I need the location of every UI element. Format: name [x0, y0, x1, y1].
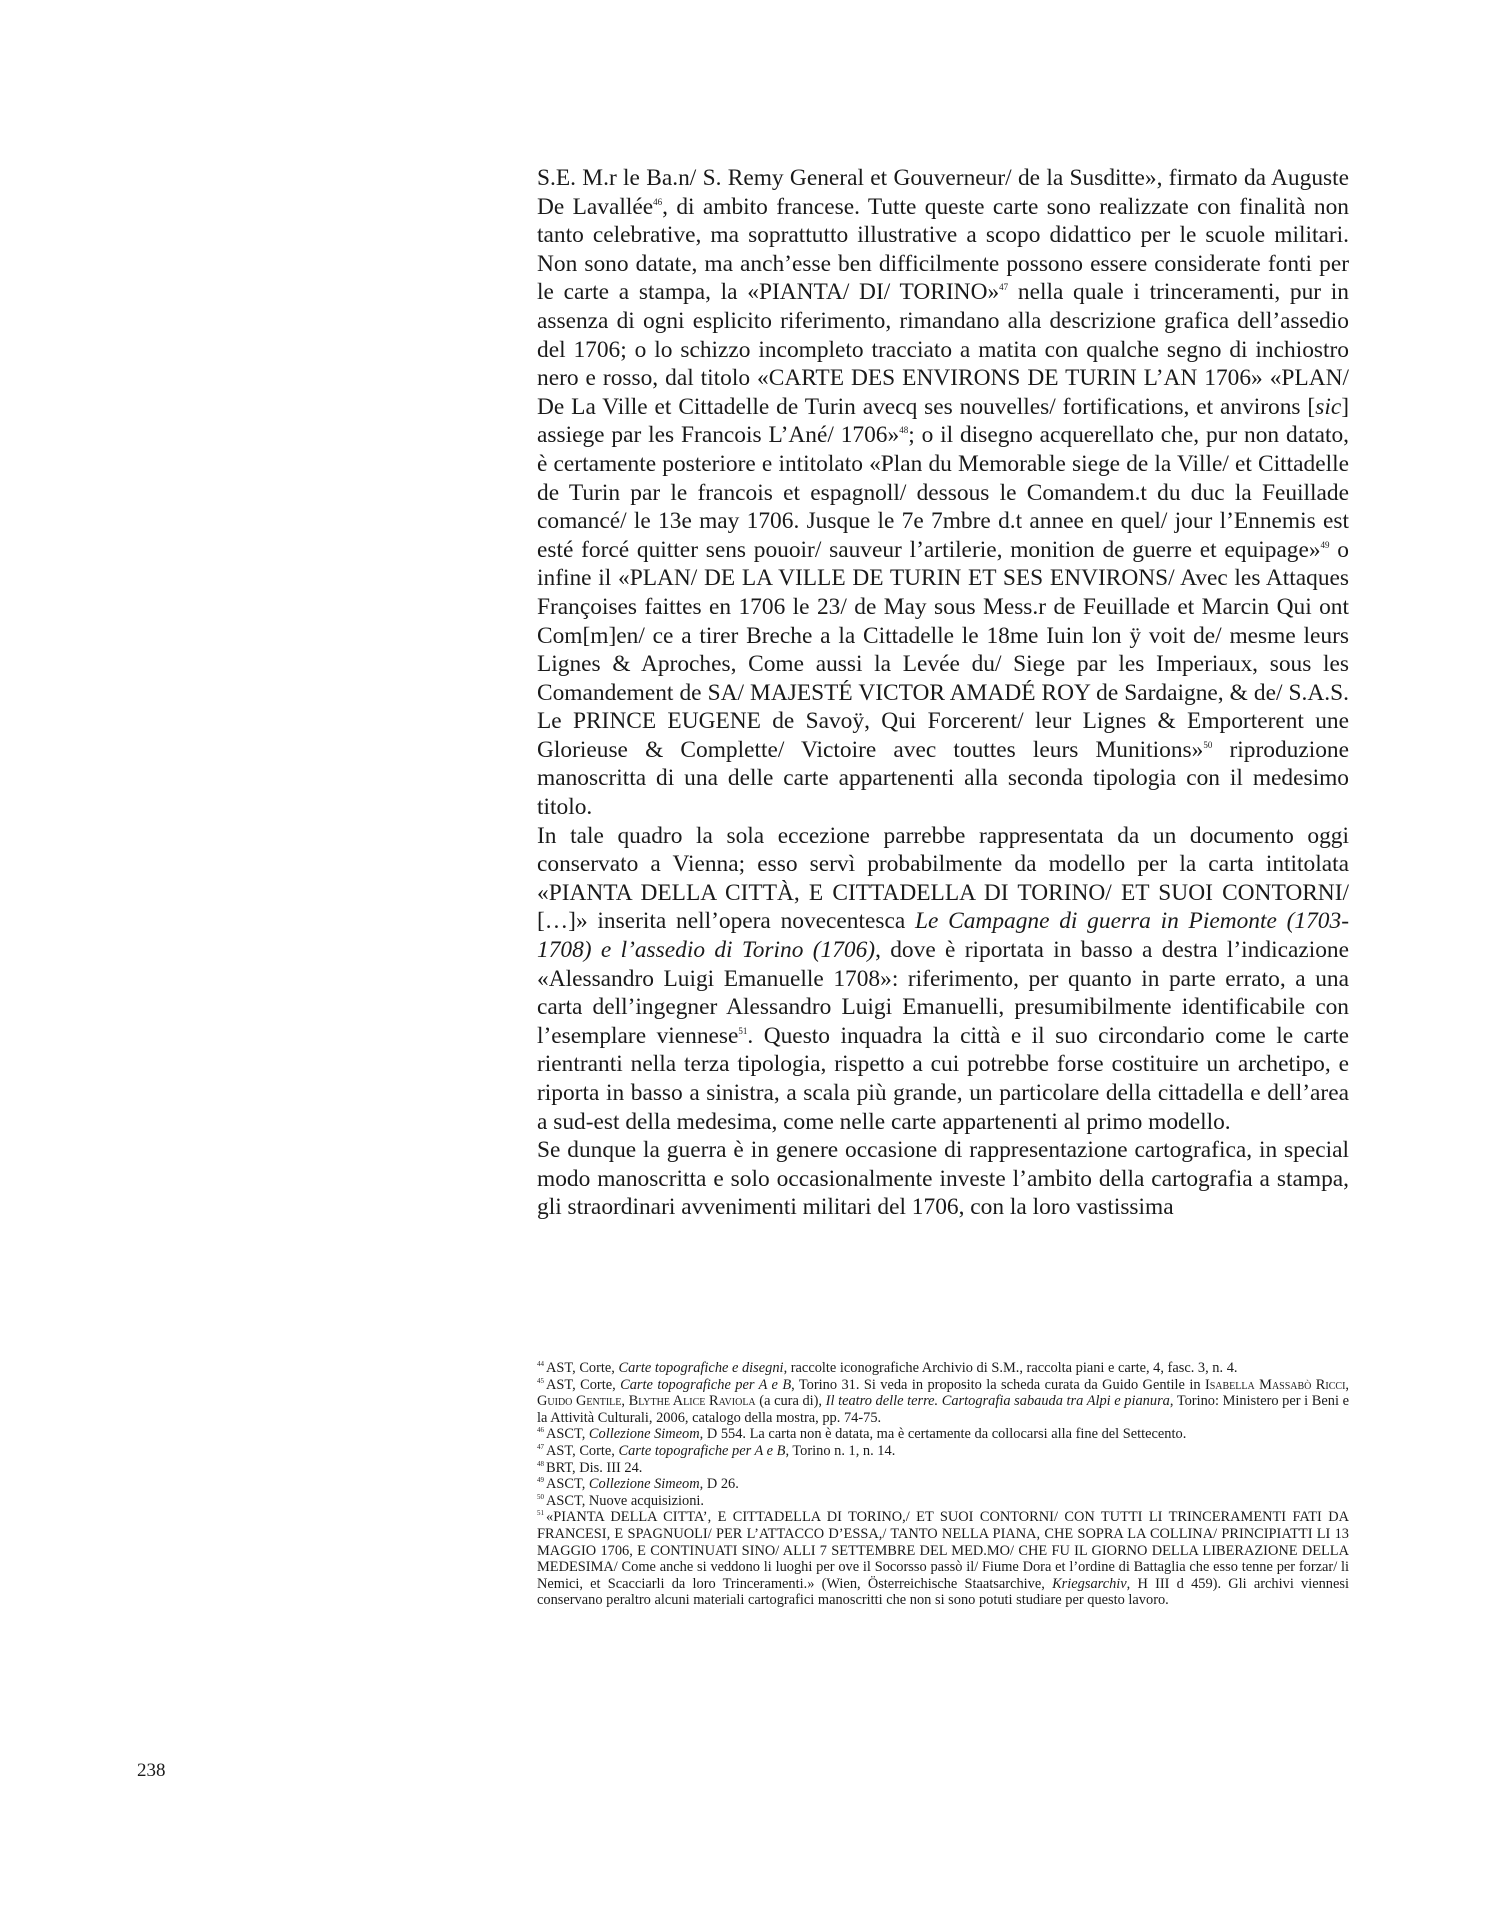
footnote-ref-51[interactable]: 51 [738, 1025, 748, 1036]
italic-book-title: Le Campagne di guerra in Piemonte (1703-1708) e l’assedio di Torino (1706) [537, 908, 1349, 964]
text-run: o infine il «PLAN/ DE LA VILLE DE TURIN ET SES ENVIRONS/ Avec les Attaques Françoises faittes en 1706 le 23/ de May sous Mess.r de Feuillade et Marcin Qui ont Com[m]en/ ce a tirer Breche a la Cittadelle le 18me Iuin lon ÿ voit de/ mesme leurs Lignes & Aproches, Come aussi la Levée du/ Siege par les Imperiaux, sous les Comandement de SA/ MAJESTÉ VICTOR AMADÉ ROY de Sardaigne, & de/ S.A.S. Le PRINCE EUGENE de Savoÿ, Qui Forcerent/ leur Lignes & Emporterent une Glorieuse & Complette/ Victoire avec touttes leurs Munitions» [537, 536, 1350, 763]
text-run: ASCT, [546, 1426, 589, 1443]
text-run: (a cura di), [755, 1393, 826, 1410]
small-caps-authors: Isabella Massabò Ricci, Guido Gentile, Blythe Alice Raviola [537, 1376, 1350, 1410]
text-run: , H III d 459). Gli archivi viennesi conservano peraltro alcuni materiali cartografici manoscritti che non si sono potuti studiare per questo lavoro. [537, 1575, 1349, 1609]
footnotes [537, 1360, 1349, 1609]
italic-sic: sic [1315, 393, 1342, 420]
footnote-number: 50 [537, 1492, 544, 1501]
italic-text: Carte topografiche per A e B [618, 1442, 786, 1459]
text-run: «PIANTA DELLA CITTA’, E CITTADELLA DI TORINO,/ ET SUOI CONTORNI/ CON TUTTI LI TRINCERAMENTI FATI DA FRANCESI, E SPAGNUOLI/ PER L’ATTACCO D’ESSA,/ TANTO NELLA PIANA, CHE SOPRA LA COLLINA/ PRINCIPIATTI LI 13 MAGGIO 1706, E CONTINUATI SINO/ ALLI 7 SETTEMBRE DEL MED.MO/ CHE FU IL GIORNO DELLA LIBERAZIONE DELLA MEDESIMA/ Come anche si veddono li luoghi per ove il Socorsso passò il/ Fiume Dora et l’ordine di Battaglia che esso tenne per forzar/ li Nemici, et Scacciarli da loro Trinceramenti.» (Wien, Österreichische Staatsarchive, [537, 1509, 1349, 1592]
main-text [537, 164, 1349, 1222]
footnote-50 [537, 1493, 1349, 1510]
footnote-number: 51 [537, 1509, 544, 1518]
text-run: , D 26. [699, 1476, 739, 1493]
text-run: , D 554. La carta non è datata, ma è certamente da collocarsi alla fine del Settecento. [699, 1426, 1187, 1443]
footnote-44 [537, 1360, 1349, 1377]
text-run: . Questo inquadra la città e il suo circondario come le carte rientranti nella terza tipologia, rispetto a cui potrebbe forse costituire un archetipo, e riporta in basso a sinistra, a scala più grande, un particolare della cittadella e dell’area a sud-est della medesima, come nelle carte appartenenti al primo modello. [537, 1022, 1349, 1135]
text-run: ; o il disegno acquerellato che, pur non datato, è certamente posteriore e intitolato «Plan du Memorable siege de la Ville/ et Cittadelle de Turin par le francois et espagnoll/ dessous le Comandem.t du duc la Feuillade comancé/ le 13e may 1706. Jusque le 7e 7mbre d.t annee en quel/ jour l’Ennemis est esté forcé quitter sens pouoir/ sauveur l’artilerie, monition de guerre et equipage» [537, 422, 1350, 563]
footnote-number: 49 [537, 1476, 544, 1485]
footnote-ref-50[interactable]: 50 [1203, 739, 1213, 750]
text-run: AST, Corte, [546, 1442, 619, 1459]
footnote-number: 48 [537, 1459, 544, 1468]
text-run: , Torino n. 1, n. 14. [785, 1442, 896, 1459]
footnote-51 [537, 1509, 1349, 1609]
text-run: , Torino 31. Si veda in proposito la scheda curata da Guido Gentile in [791, 1376, 1205, 1393]
text-run: ] assiege par les Francois L’Ané/ 1706» [537, 393, 1349, 449]
footnote-ref-46[interactable]: 46 [653, 196, 663, 207]
footnote-48 [537, 1460, 1349, 1477]
footnote-47 [537, 1443, 1349, 1460]
text-run: ASCT, Nuove acquisizioni. [546, 1492, 705, 1509]
paragraph-1 [537, 164, 1349, 822]
italic-text: Collezione Simeom [588, 1476, 700, 1493]
paragraph-3: Se dunque la guerra è in genere occasione di rappresentazione cartografica, in special modo manoscritta e solo occasionalmente investe l’ambito della cartografia a stampa, gli straordinari avvenimenti militari del 1706, con la loro vastissima [537, 1137, 1349, 1221]
footnote-ref-47[interactable]: 47 [999, 282, 1009, 293]
text-run: BRT, Dis. III 24. [546, 1459, 643, 1476]
text-run: S.E. M.r le Ba.n/ S. Remy General et Gouverneur/ de la Susditte», firmato da Auguste De Lavallée [537, 165, 1349, 220]
page-number: 238 [137, 1760, 166, 1781]
text-run: nella quale i trinceramenti, pur in assenza di ogni esplicito riferimento, rimandano alla descrizione grafica dell’assedio del 1706; o lo schizzo incompleto tracciato a matita con qualche segno di inchiostro nero e rosso, dal titolo «CARTE DES ENVIRONS DE TURIN L’AN 1706» «PLAN/ De La Ville et Cittadelle de Turin avecq ses nouvelles/ fortifications, et anvirons [ [537, 279, 1349, 420]
italic-text: Carte topografiche per A e B [620, 1376, 792, 1393]
footnote-ref-49[interactable]: 49 [1320, 539, 1330, 550]
italic-text: Kriegsarchiv [1052, 1575, 1127, 1592]
text-run: AST, Corte, [546, 1376, 621, 1393]
footnote-number: 45 [537, 1376, 544, 1385]
italic-text: Carte topografiche e disegni [618, 1360, 784, 1376]
text-run: In tale quadro la sola eccezione parrebbe rappresentata da un documento oggi conservato a Vienna; esso servì probabilmente da modello per la carta intitolata «PIANTA DELLA CITTÀ, E CITTADELLA DI TORINO/ ET SUOI CONTORNI/ […]» inserita nell’opera novecentesca [537, 822, 1349, 935]
footnote-number: 46 [537, 1426, 544, 1435]
footnote-45 [537, 1377, 1349, 1427]
text-run: ASCT, [546, 1476, 589, 1493]
footnote-46 [537, 1426, 1349, 1443]
text-run: , raccolte iconografiche Archivio di S.M., raccolta piani e carte, 4, fasc. 3, n. 4. [783, 1360, 1238, 1376]
footnote-ref-48[interactable]: 48 [899, 425, 909, 436]
footnote-number: 47 [537, 1442, 544, 1451]
text-run: , dove è riportata in basso a destra l’indicazione «Alessandro Luigi Emanuelle 1708»: riferimento, per quanto in parte errato, a una carta dell’ingegner Alessandro Luigi Emanuelli, presumibilmente identificabile con l’esemplare viennese [537, 937, 1349, 1049]
italic-text: Collezione Simeom [588, 1426, 700, 1443]
italic-text: Il teatro delle terre. Cartografia sabauda tra Alpi e pianura [825, 1393, 1170, 1410]
text-run: , di ambito francese. Tutte queste carte sono realizzate con finalità non tanto celebrative, ma soprattutto illustrative a scopo didattico per le scuole militari. Non sono datate, ma anch’esse ben difficilmente possono essere considerate fonti per le carte a stampa, la «PIANTA/ DI/ TORINO» [537, 193, 1349, 306]
text-run: AST, Corte, [546, 1360, 619, 1376]
text-run: , Torino: Ministero per i Beni e la Attività Culturali, 2006, catalogo della mostra, pp. 74-75. [537, 1393, 1349, 1426]
footnote-49 [537, 1476, 1349, 1493]
paragraph-2 [537, 822, 1349, 1137]
footnote-number: 44 [537, 1360, 544, 1368]
text-run: riproduzione manoscritta di una delle carte appartenenti alla seconda tipologia con il medesimo titolo. [537, 736, 1350, 821]
